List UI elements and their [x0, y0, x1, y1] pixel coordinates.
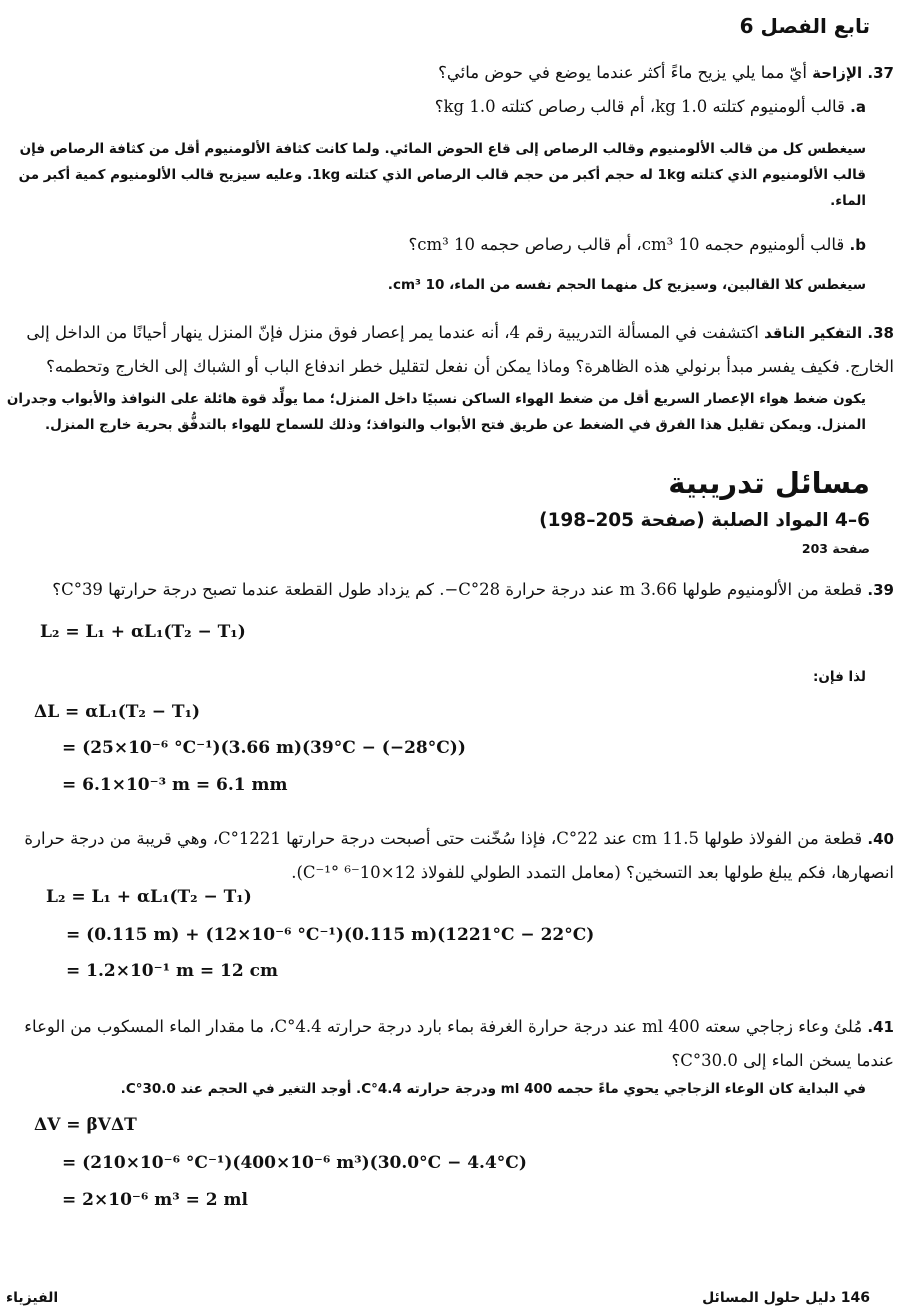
equation: ΔV = βVΔT [34, 1115, 137, 1135]
part-text: قالب ألومنيوم كتلته 1.0 kg، أم قالب رصاص كتلته 1.0 kg؟ [434, 97, 845, 116]
part-text: قالب ألومنيوم حجمه 10 cm³، أم قالب رصاص حجمه 10 cm³؟ [408, 235, 845, 254]
equation: = 6.1×10⁻³ m = 6.1 mm [62, 775, 288, 795]
question-39 [6, 573, 894, 607]
question-number: 37. [867, 64, 894, 82]
equation: = (0.115 m) + (12×10⁻⁶ °C⁻¹)(0.115 m)(1221°C − 22°C) [66, 925, 595, 945]
answer-37a: سيغطس كل من قالب الألومنيوم وقالب الرصاص إلى قاع الحوض المائي. ولما كانت كثافة الألومنيوم أقل من كثافة الرصاص فإن قالب الألومنيوم الذي كتلته 1kg له حجم أكبر من حجم قالب الرصاص الذي كتلته 1kg. وعليه سيزيح قالب الألومنيوم كمية أكبر من الماء. [18, 141, 866, 209]
page-reference: صفحة 203 [801, 541, 870, 556]
question-37b [6, 230, 866, 260]
question-number: 38. [867, 324, 894, 342]
question-label: الإزاحة [812, 64, 863, 82]
question-label: التفكير الناقد [764, 324, 863, 342]
therefore-label: لذا فإن: [812, 669, 866, 685]
question-41 [6, 1010, 894, 1077]
guide-title: دليل حلول المسائل [702, 1290, 836, 1306]
equation: = 2×10⁻⁶ m³ = 2 ml [62, 1190, 248, 1210]
equation: = (210×10⁻⁶ °C⁻¹)(400×10⁻⁶ m³)(30.0°C − 4.4°C) [62, 1153, 527, 1173]
answer-41: في البداية كان الوعاء الزجاجي يحوي ماءً حجمه 400 ml ودرجة حرارته 4.4°C. أوجد التغير في الحجم عند 30.0°C. [120, 1081, 866, 1097]
equation: = 1.2×10⁻¹ m = 12 cm [66, 961, 278, 981]
footer-subject: الفيزياء [6, 1290, 59, 1306]
equation: ΔL = αL₁(T₂ − T₁) [34, 702, 201, 722]
question-37a [6, 92, 866, 122]
part-letter: a. [850, 98, 866, 116]
subsection-title: 6–4 المواد الصلبة (صفحة 205–198) [539, 510, 870, 531]
question-number: 40. [867, 830, 894, 848]
question-37 [6, 56, 894, 90]
equation: = (25×10⁻⁶ °C⁻¹)(3.66 m)(39°C − (−28°C)) [62, 738, 466, 758]
question-text: أيّ مما يلي يزيح ماءً أكثر عندما يوضع في حوض مائي؟ [438, 63, 807, 82]
question-text: مُلئ وعاء زجاجي سعته 400 ml عند درجة حرارة الغرفة بماء بارد درجة حرارته 4.4°C، ما مقدار الماء المسكوب من الوعاء عندما يسخن الماء إلى 30.0°C؟ [24, 1017, 894, 1070]
question-38 [6, 316, 894, 383]
question-number: 39. [867, 581, 894, 599]
question-text: قطعة من الفولاذ طولها 11.5 cm عند 22°C، فإذا سُخّنت حتى أصبحت درجة حرارتها 1221°C، وهي قريبة من درجة حرارة انصهارها، فكم يبلغ طولها بعد التسخين؟ (معامل التمدد الطولي للفولاذ 12×10⁻⁶ °C⁻¹). [24, 829, 894, 882]
footer-page-info [702, 1290, 870, 1306]
question-text: اكتشفت في المسألة التدريبية رقم 4، أنه عندما يمر إعصار فوق منزل فإنّ المنزل ينهار أحيانًا من الداخل إلى الخارج. فكيف يفسر مبدأ برنولي هذه الظاهرة؟ وماذا يمكن أن نفعل لتقليل خطر اندفاع الباب أو الشباك إلى الخارج وتحطمه؟ [26, 323, 894, 376]
answer-37b: سيغطس كلا القالبين، وسيزيح كل منهما الحجم نفسه من الماء، 10 cm³. [387, 277, 866, 293]
equation: L₂ = L₁ + αL₁(T₂ − T₁) [46, 887, 252, 907]
page-number: 146 [840, 1290, 870, 1306]
section-title: مسائل تدريبية [668, 466, 870, 500]
question-number: 41. [867, 1018, 894, 1036]
part-letter: b. [849, 236, 866, 254]
chapter-header: تابع الفصل 6 [739, 14, 870, 38]
question-40 [6, 822, 894, 889]
answer-38: يكون ضغط هواء الإعصار السريع أقل من ضغط الهواء الساكن نسبيًا داخل المنزل؛ مما يولِّد قوة هائلة على النوافذ والأبواب وجدران المنزل. ويمكن تقليل هذا الفرق في الضغط عن طريق فتح الأبواب والنوافذ؛ وذلك للسماح للهواء بالتدفُّق بحرية خارج المنزل. [6, 391, 866, 433]
question-text: قطعة من الألومنيوم طولها 3.66 m عند درجة حرارة 28°C−. كم يزداد طول القطعة عندما تصبح درجة حرارتها 39°C؟ [52, 580, 863, 599]
equation: L₂ = L₁ + αL₁(T₂ − T₁) [40, 622, 246, 642]
